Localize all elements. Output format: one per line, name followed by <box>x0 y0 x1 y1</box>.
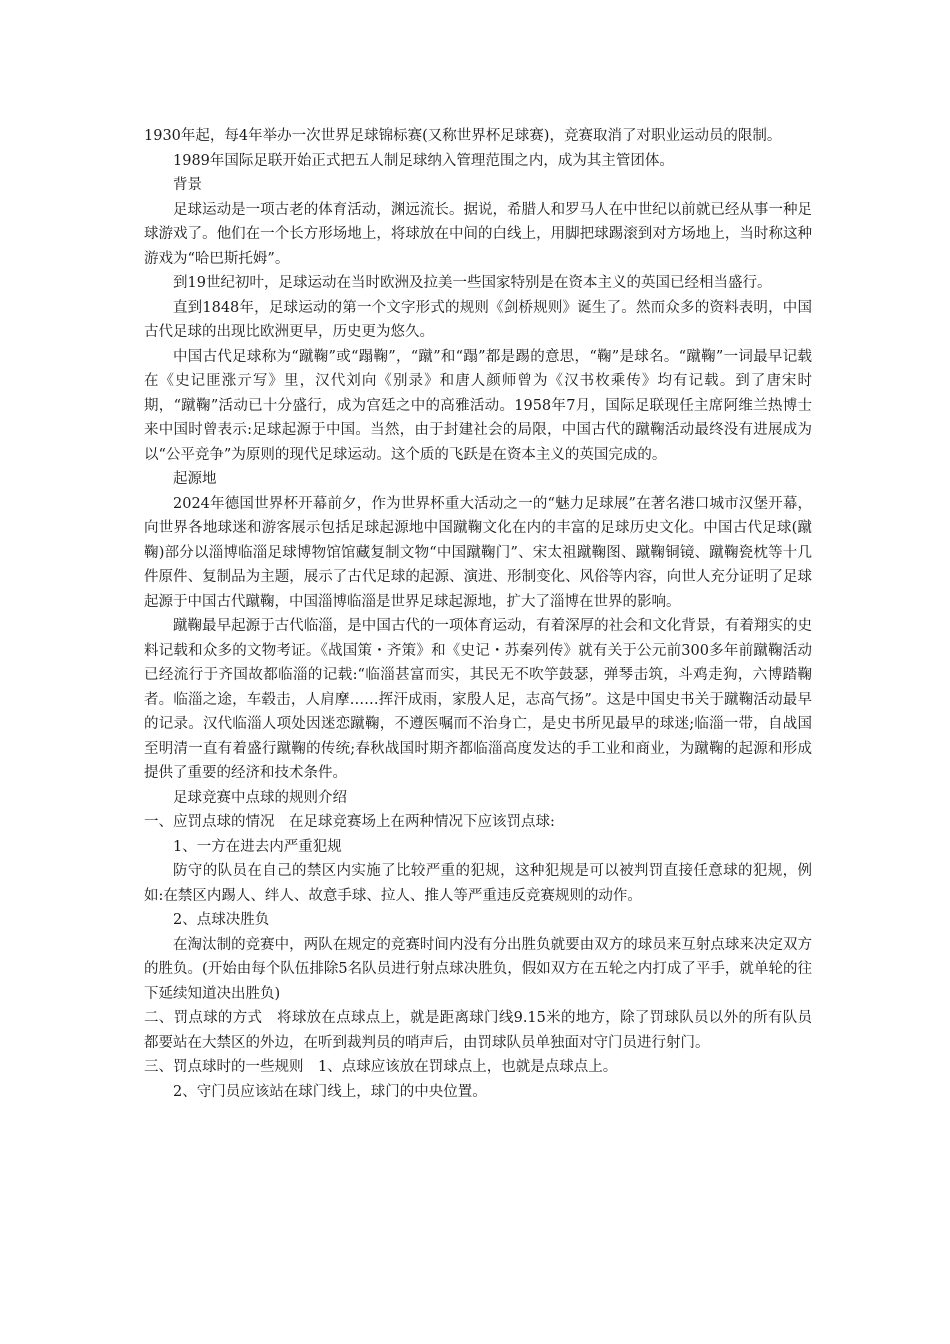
section-heading-background: 背景 <box>173 177 202 193</box>
paragraph: 2、守门员应该站在球门线上，球门的中央位置。 <box>173 1083 487 1100</box>
paragraph: 一、应罚点球的情况 在足球竞赛场上在两种情况下应该罚点球: <box>144 814 555 830</box>
paragraph: 1989年国际足联开始正式把五人制足球纳入管理范围之内，成为其主管团体。 <box>173 152 674 169</box>
paragraph: 三、罚点球时的一些规则 1、点球应该放在罚球点上，也就是点球点上。 <box>144 1059 618 1075</box>
paragraph: 2024年德国世界杯开幕前夕，作为世界杯重大活动之一的“魅力足球展”在著名港口城市汉堡开幕，向世界各地球迷和游客展示包括足球起源地中国蹴鞠文化在内的丰富的足球历史文化。中国古代足球(蹴鞠)部分以淄博临淄足球博物馆馆藏复制文物“中国蹴鞠门”、宋太祖蹴鞠图、蹴鞠铜镜、蹴鞠瓷枕等十几件原件、复制品为主题，展示了古代足球的起源、演进、形制变化、风俗等内容，向世人充分证明了足球起源于中国古代蹴鞠，中国淄博临淄是世界足球起源地，扩大了淄博在世界的影响。 <box>144 495 812 610</box>
paragraph: 蹴鞠最早起源于古代临淄，是中国古代的一项体育运动，有着深厚的社会和文化背景，有着翔实的史料记载和众多的文物考证。《战国策・齐策》和《史记・苏秦列传》就有关于公元前300多年前蹴鞠活动已经流行于齐国故都临淄的记载:“临淄甚富而实，其民无不吹竽鼓瑟，弹琴击筑，斗鸡走狗，六博踏鞠者。临淄之途，车毂击，人肩摩……挥汗成雨，家殷人足，志高气扬”。这是中国史书关于蹴鞠活动最早的记录。汉代临淄人项处因迷恋蹴鞠，不遵医嘱而不治身亡，是史书所见最早的球迷;临淄一带，自战国至明清一直有着盛行蹴鞠的传统;春秋战国时期齐都临淄高度发达的手工业和商业，为蹴鞠的起源和形成提供了重要的经济和技术条件。 <box>144 618 812 781</box>
paragraph: 在淘汰制的竞赛中，两队在规定的竞赛时间内没有分出胜负就要由双方的球员来互射点球来决定双方的胜负。(开始由每个队伍排除5名队员进行射点球决胜负，假如双方在五轮之内打成了平手，就单轮的往下延续知道决出胜负) <box>144 936 812 1002</box>
paragraph: 中国古代足球称为“蹴鞠”或“蹋鞠”，“蹴”和“蹋”都是踢的意思，“鞠”是球名。“蹴鞠”一词最早记载在《史记匪涨亓写》里，汉代刘向《别录》和唐人颜师曾为《汉书枚乘传》均有记载。到了唐宋时期，“蹴鞠”活动已十分盛行，成为宫廷之中的高雅活动。1958年7月，国际足联现任主席阿维兰热博士来中国时曾表示:足球起源于中国。当然，由于封建社会的局限，中国古代的蹴鞠活动最终没有进展成为以“公平竞争”为原则的现代足球运动。这个质的飞跃是在资本主义的英国完成的。 <box>144 348 812 463</box>
paragraph: 1930年起，每4年举办一次世界足球锦标赛(又称世界杯足球赛)，竞赛取消了对职业运动员的限制。 <box>144 128 782 144</box>
section-heading-origin: 起源地 <box>173 471 217 487</box>
paragraph: 到19世纪初叶，足球运动在当时欧洲及拉美一些国家特别是在资本主义的英国已经相当盛行。 <box>173 275 772 291</box>
paragraph: 2、点球决胜负 <box>173 912 270 928</box>
paragraph: 防守的队员在自己的禁区内实施了比较严重的犯规，这种犯规是可以被判罚直接任意球的犯规，例如:在禁区内踢人、绊人、故意手球、拉人、推人等严重违反竞赛规则的动作。 <box>144 863 812 904</box>
paragraph: 足球运动是一项古老的体育活动，渊远流长。据说，希腊人和罗马人在中世纪以前就已经从事一种足球游戏了。他们在一个长方形场地上，将球放在中间的白线上，用脚把球踢滚到对方场地上，当时称这种游戏为“哈巴斯托姆”。 <box>144 201 812 267</box>
paragraph: 直到1848年，足球运动的第一个文字形式的规则《剑桥规则》诞生了。然而众多的资料表明，中国古代足球的出现比欧洲更早，历史更为悠久。 <box>144 299 812 340</box>
document-page <box>144 124 812 1104</box>
paragraph: 1、一方在进去内严重犯规 <box>173 838 342 855</box>
paragraph: 二、罚点球的方式 将球放在点球点上，就是距离球门线9.15米的地方，除了罚球队员以外的所有队员都要站在大禁区的外边，在听到裁判员的哨声后，由罚球队员单独面对守门员进行射门。 <box>144 1010 812 1051</box>
section-heading-penalty-rules: 足球竞赛中点球的规则介绍 <box>173 789 347 806</box>
